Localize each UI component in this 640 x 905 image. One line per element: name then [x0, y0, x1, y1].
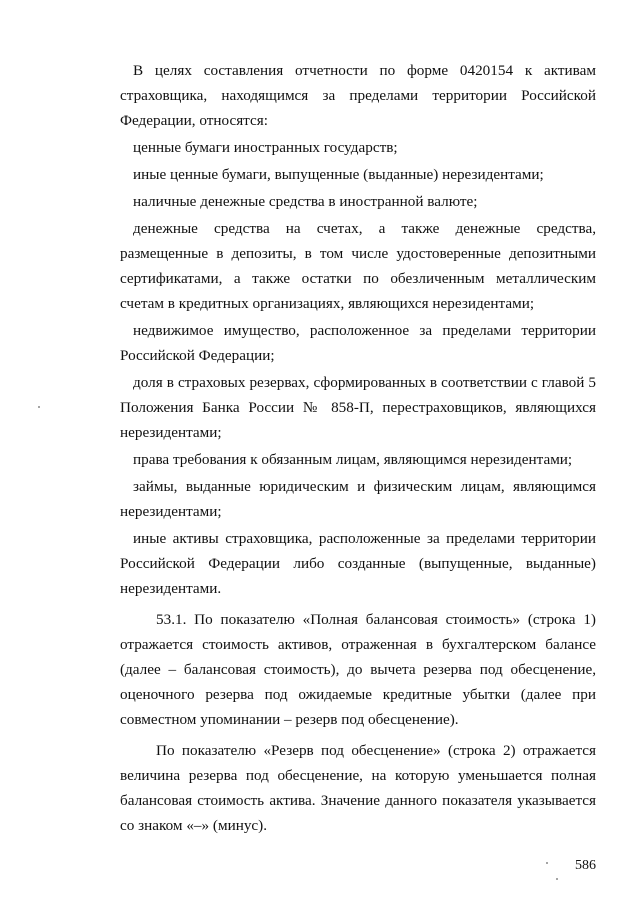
list-item-reinsurance-share: доля в страховых резервах, сформированных в соответствии с главой 5 Положения Банка России № 858-П, перестраховщиков, являющихся нерезидентами; [120, 374, 596, 441]
list-item-real-estate: недвижимое имущество, расположенное за пределами территории Российской Федерации; [120, 322, 596, 364]
scan-speck [38, 406, 40, 408]
list-item-other-assets: иные активы страховщика, расположенные за пределами территории Российской Федерации либо созданные (выпущенные, выданные) нерезидентами. [120, 530, 596, 597]
list-item-foreign-securities: ценные бумаги иностранных государств; [133, 139, 398, 156]
body-text [120, 58, 596, 840]
scan-speck [546, 862, 548, 864]
impairment-reserve-paragraph: По показателю «Резерв под обесценение» (строка 2) отражается величина резерва под обесценение, на которую уменьшается полная балансовая стоимость актива. Значение данного показателя указывается со знаком «–» (минус). [120, 742, 596, 834]
list-item-claims: права требования к обязанным лицам, являющимся нерезидентами; [133, 451, 573, 468]
list-item-deposits: денежные средства на счетах, а также денежные средства, размещенные в депозиты, в том числе удостоверенные депозитными сертификатами, а также остатки по обезличенным металлическим счетам в кредитных организациях, являющихся нерезидентами; [120, 220, 596, 312]
intro-paragraph: В целях составления отчетности по форме 0420154 к активам страховщика, находящимся за пределами территории Российской Федерации, относятся: [120, 62, 596, 129]
page-number: 586 [575, 858, 596, 873]
scan-speck [556, 878, 558, 880]
list-item-cash: наличные денежные средства в иностранной валюте; [133, 193, 478, 210]
list-item-loans: займы, выданные юридическим и физическим лицам, являющимся нерезидентами; [120, 478, 596, 520]
list-item-other-securities: иные ценные бумаги, выпущенные (выданные) нерезидентами; [133, 166, 544, 183]
section-53-1-paragraph: 53.1. По показателю «Полная балансовая стоимость» (строка 1) отражается стоимость активов, отраженная в бухгалтерском балансе (далее – балансовая стоимость), до вычета резерва под обесценение, оценочного резерва под ожидаемые кредитные убытки (далее при совместном упоминании – резерв под обесценение). [120, 611, 596, 728]
